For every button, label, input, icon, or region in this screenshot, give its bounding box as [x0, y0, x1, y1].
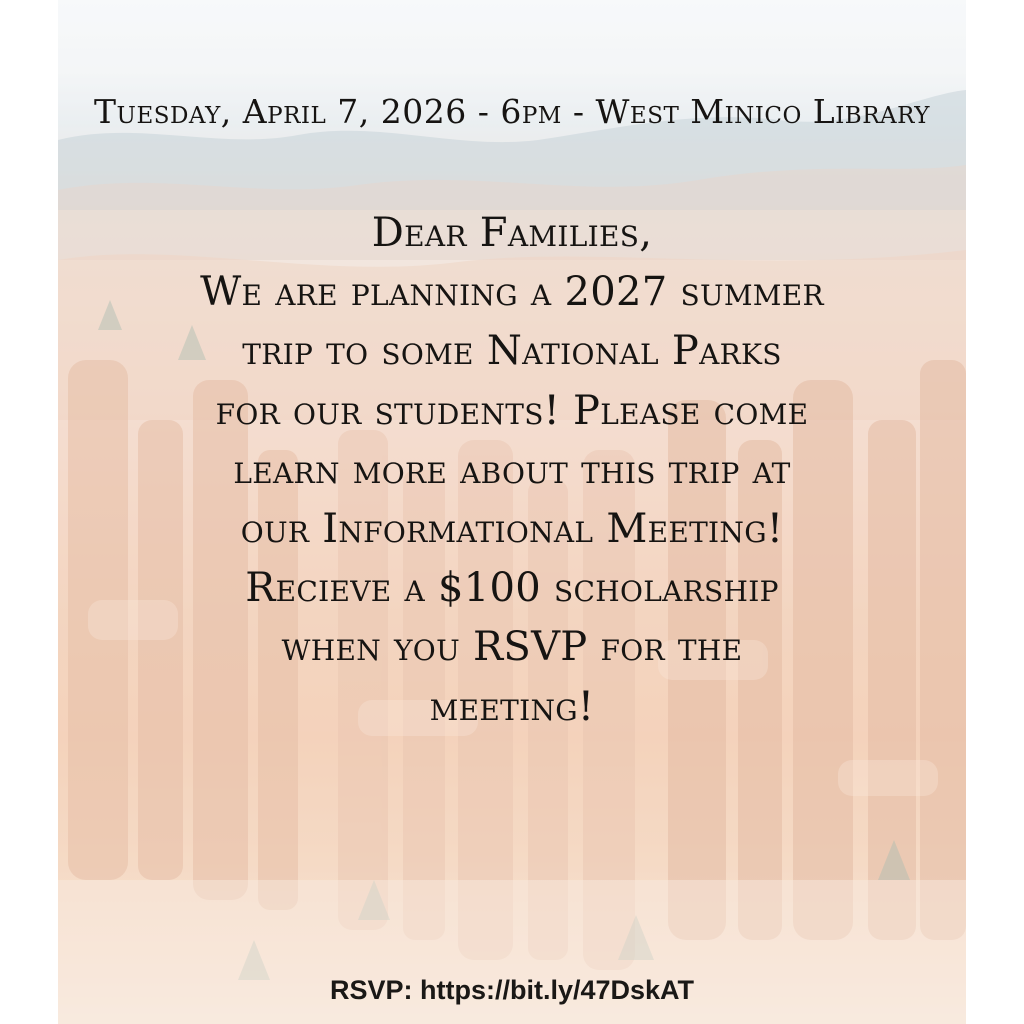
message-line: We are planning a 2027 summer — [200, 269, 824, 316]
message-line: Recieve a $100 scholarship — [245, 565, 779, 612]
invitation-message — [58, 204, 966, 737]
message-line: meeting! — [429, 683, 595, 730]
event-details-heading: Tuesday, April 7, 2026 - 6pm - West Minico Library — [94, 92, 930, 131]
message-line: for our students! Please come — [215, 387, 809, 434]
message-line: when you RSVP for the — [281, 624, 743, 671]
message-line: trip to some National Parks — [242, 328, 782, 375]
message-line: Dear Families, — [371, 210, 653, 256]
rsvp-link-text: RSVP: https://bit.ly/47DskAT — [329, 975, 695, 1005]
message-line: learn more about this trip at — [233, 446, 791, 493]
message-line: our Informational Meeting! — [240, 506, 784, 553]
